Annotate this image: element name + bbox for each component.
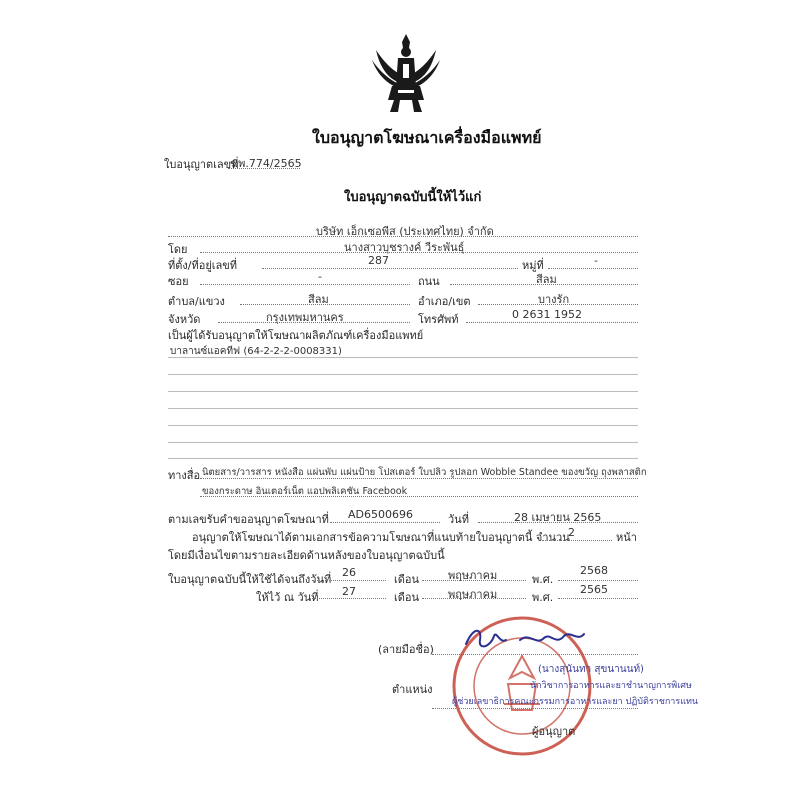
signature-line bbox=[432, 654, 638, 655]
request-date-label: วันที่ bbox=[448, 513, 469, 526]
request-date: 28 เมษายน 2565 bbox=[514, 511, 602, 524]
valid-day-line bbox=[312, 580, 386, 581]
request-number-line bbox=[330, 522, 440, 523]
media-line-1: นิตยสาร/วารสาร หนังสือ แผ่นพับ แผ่นป้าย โปสเตอร์ ใบปลิว รูปลอก Wobble Standee ของขวัญ ถุงพลาสติก bbox=[202, 467, 647, 478]
attachment-count-line bbox=[542, 540, 612, 541]
valid-month-line bbox=[422, 580, 526, 581]
handwritten-signature bbox=[460, 622, 590, 656]
province-label: จังหวัด bbox=[168, 313, 201, 326]
road-line bbox=[450, 284, 638, 285]
district-label: อำเภอ/เขต bbox=[418, 295, 471, 308]
soi-label: ซอย bbox=[168, 275, 189, 288]
product-line-2 bbox=[168, 374, 638, 375]
garuda-emblem bbox=[368, 30, 444, 116]
product-line-3 bbox=[168, 391, 638, 392]
product-line-1 bbox=[168, 357, 638, 358]
attachment-label: อนุญาตให้โฆษณาได้ตามเอกสารข้อความโฆษณาที่แนบท้ายใบอนุญาตนี้ จำนวน bbox=[192, 531, 570, 544]
media-line-2: ของกระดาษ อินเตอร์เน็ต แอปพลิเคชัน Facebook bbox=[202, 486, 408, 497]
road-value: สีลม bbox=[536, 273, 557, 286]
representative-name: นางสาวบุชรางค์ วีระพันธุ์ bbox=[344, 241, 465, 254]
valid-until-month: พฤษภาคม bbox=[448, 569, 498, 582]
valid-until-year: 2568 bbox=[580, 564, 608, 577]
signatory-name: (นางสุนันทา สุขนานนท์) bbox=[538, 664, 644, 675]
given-month-label: เดือน bbox=[394, 591, 420, 604]
product-name: บาลานซ์แอคทีฟ (64-2-2-2-0008331) bbox=[170, 346, 342, 357]
moo-line bbox=[548, 268, 638, 269]
soi-line bbox=[200, 284, 410, 285]
signature-label: (ลายมือชื่อ) bbox=[378, 643, 434, 656]
valid-until-label: ใบอนุญาตฉบับนี้ให้ใช้ได้จนถึงวันที่ bbox=[168, 573, 332, 586]
license-number-label: ใบอนุญาตเลขที่ bbox=[164, 158, 239, 171]
valid-until-day: 26 bbox=[342, 566, 356, 579]
moo-value: - bbox=[594, 254, 598, 267]
media-rule-1 bbox=[200, 478, 638, 479]
media-label: ทางสื่อ bbox=[168, 469, 201, 482]
subdistrict-value: สีลม bbox=[308, 293, 329, 306]
address-line bbox=[262, 268, 518, 269]
phone-label: โทรศัพท์ bbox=[418, 313, 459, 326]
issued-to-heading: ใบอนุญาตฉบับนี้ให้ไว้แก่ bbox=[344, 190, 482, 205]
valid-year-label: พ.ศ. bbox=[532, 573, 554, 586]
valid-year-line bbox=[558, 580, 638, 581]
by-label: โดย bbox=[168, 243, 188, 256]
request-label: ตามเลขรับคำขออนุญาตโฆษณาที่ bbox=[168, 513, 329, 526]
request-number: AD6500696 bbox=[348, 508, 413, 521]
phone-value: 0 2631 1952 bbox=[512, 308, 582, 321]
license-number-line bbox=[228, 168, 300, 169]
product-line-4 bbox=[168, 408, 638, 409]
given-year: 2565 bbox=[580, 583, 608, 596]
road-label: ถนน bbox=[418, 275, 440, 288]
product-statement: เป็นผู้ได้รับอนุญาตให้โฆษณาผลิตภัณฑ์เครื่องมือแพทย์ bbox=[168, 329, 424, 342]
position-line bbox=[432, 708, 638, 709]
province-line bbox=[218, 322, 410, 323]
product-line-7 bbox=[168, 458, 638, 459]
licensor-label: ผู้อนุญาต bbox=[532, 725, 576, 738]
address-label: ที่ตั้ง/ที่อยู่เลขที่ bbox=[168, 259, 238, 272]
product-line-6 bbox=[168, 442, 638, 443]
moo-label: หมู่ที่ bbox=[522, 259, 544, 272]
given-year-label: พ.ศ. bbox=[532, 591, 554, 604]
subdistrict-line bbox=[240, 304, 410, 305]
district-value: บางรัก bbox=[538, 293, 570, 306]
given-day: 27 bbox=[342, 585, 356, 598]
province-value: กรุงเทพมหานคร bbox=[266, 311, 344, 324]
attachment-count: 2 bbox=[568, 526, 575, 539]
position-line-2: ผู้ช่วยเลขาธิการคณะกรรมการอาหารและยา ปฏิบัติราชการแทน bbox=[452, 697, 699, 707]
company-name: บริษัท เอ็กเซอพีส (ประเทศไทย) จำกัด bbox=[316, 225, 494, 238]
request-date-line bbox=[478, 522, 638, 523]
given-month-line bbox=[422, 598, 526, 599]
position-line-1: นักวิชาการอาหารและยาชำนาญการพิเศษ bbox=[530, 681, 692, 691]
company-line bbox=[168, 236, 638, 237]
soi-value: - bbox=[318, 270, 322, 283]
phone-line bbox=[466, 322, 638, 323]
by-line bbox=[200, 252, 638, 253]
license-number: ฆพ.774/2565 bbox=[230, 157, 302, 170]
given-month: พฤษภาคม bbox=[448, 588, 498, 601]
district-line bbox=[478, 304, 638, 305]
conditions-text: โดยมีเงื่อนไขตามรายละเอียดด้านหลังของใบอนุญาตฉบับนี้ bbox=[168, 549, 445, 562]
subdistrict-label: ตำบล/แขวง bbox=[168, 295, 225, 308]
media-rule-2 bbox=[200, 496, 638, 497]
given-day-line bbox=[312, 598, 386, 599]
address-number: 287 bbox=[368, 254, 389, 267]
product-line-5 bbox=[168, 425, 638, 426]
document-title: ใบอนุญาตโฆษณาเครื่องมือแพทย์ bbox=[312, 128, 542, 147]
valid-month-label: เดือน bbox=[394, 573, 420, 586]
page-unit: หน้า bbox=[616, 531, 637, 544]
given-year-line bbox=[558, 598, 638, 599]
position-label: ตำแหน่ง bbox=[392, 683, 433, 696]
given-label: ให้ไว้ ณ วันที่ bbox=[256, 591, 319, 604]
